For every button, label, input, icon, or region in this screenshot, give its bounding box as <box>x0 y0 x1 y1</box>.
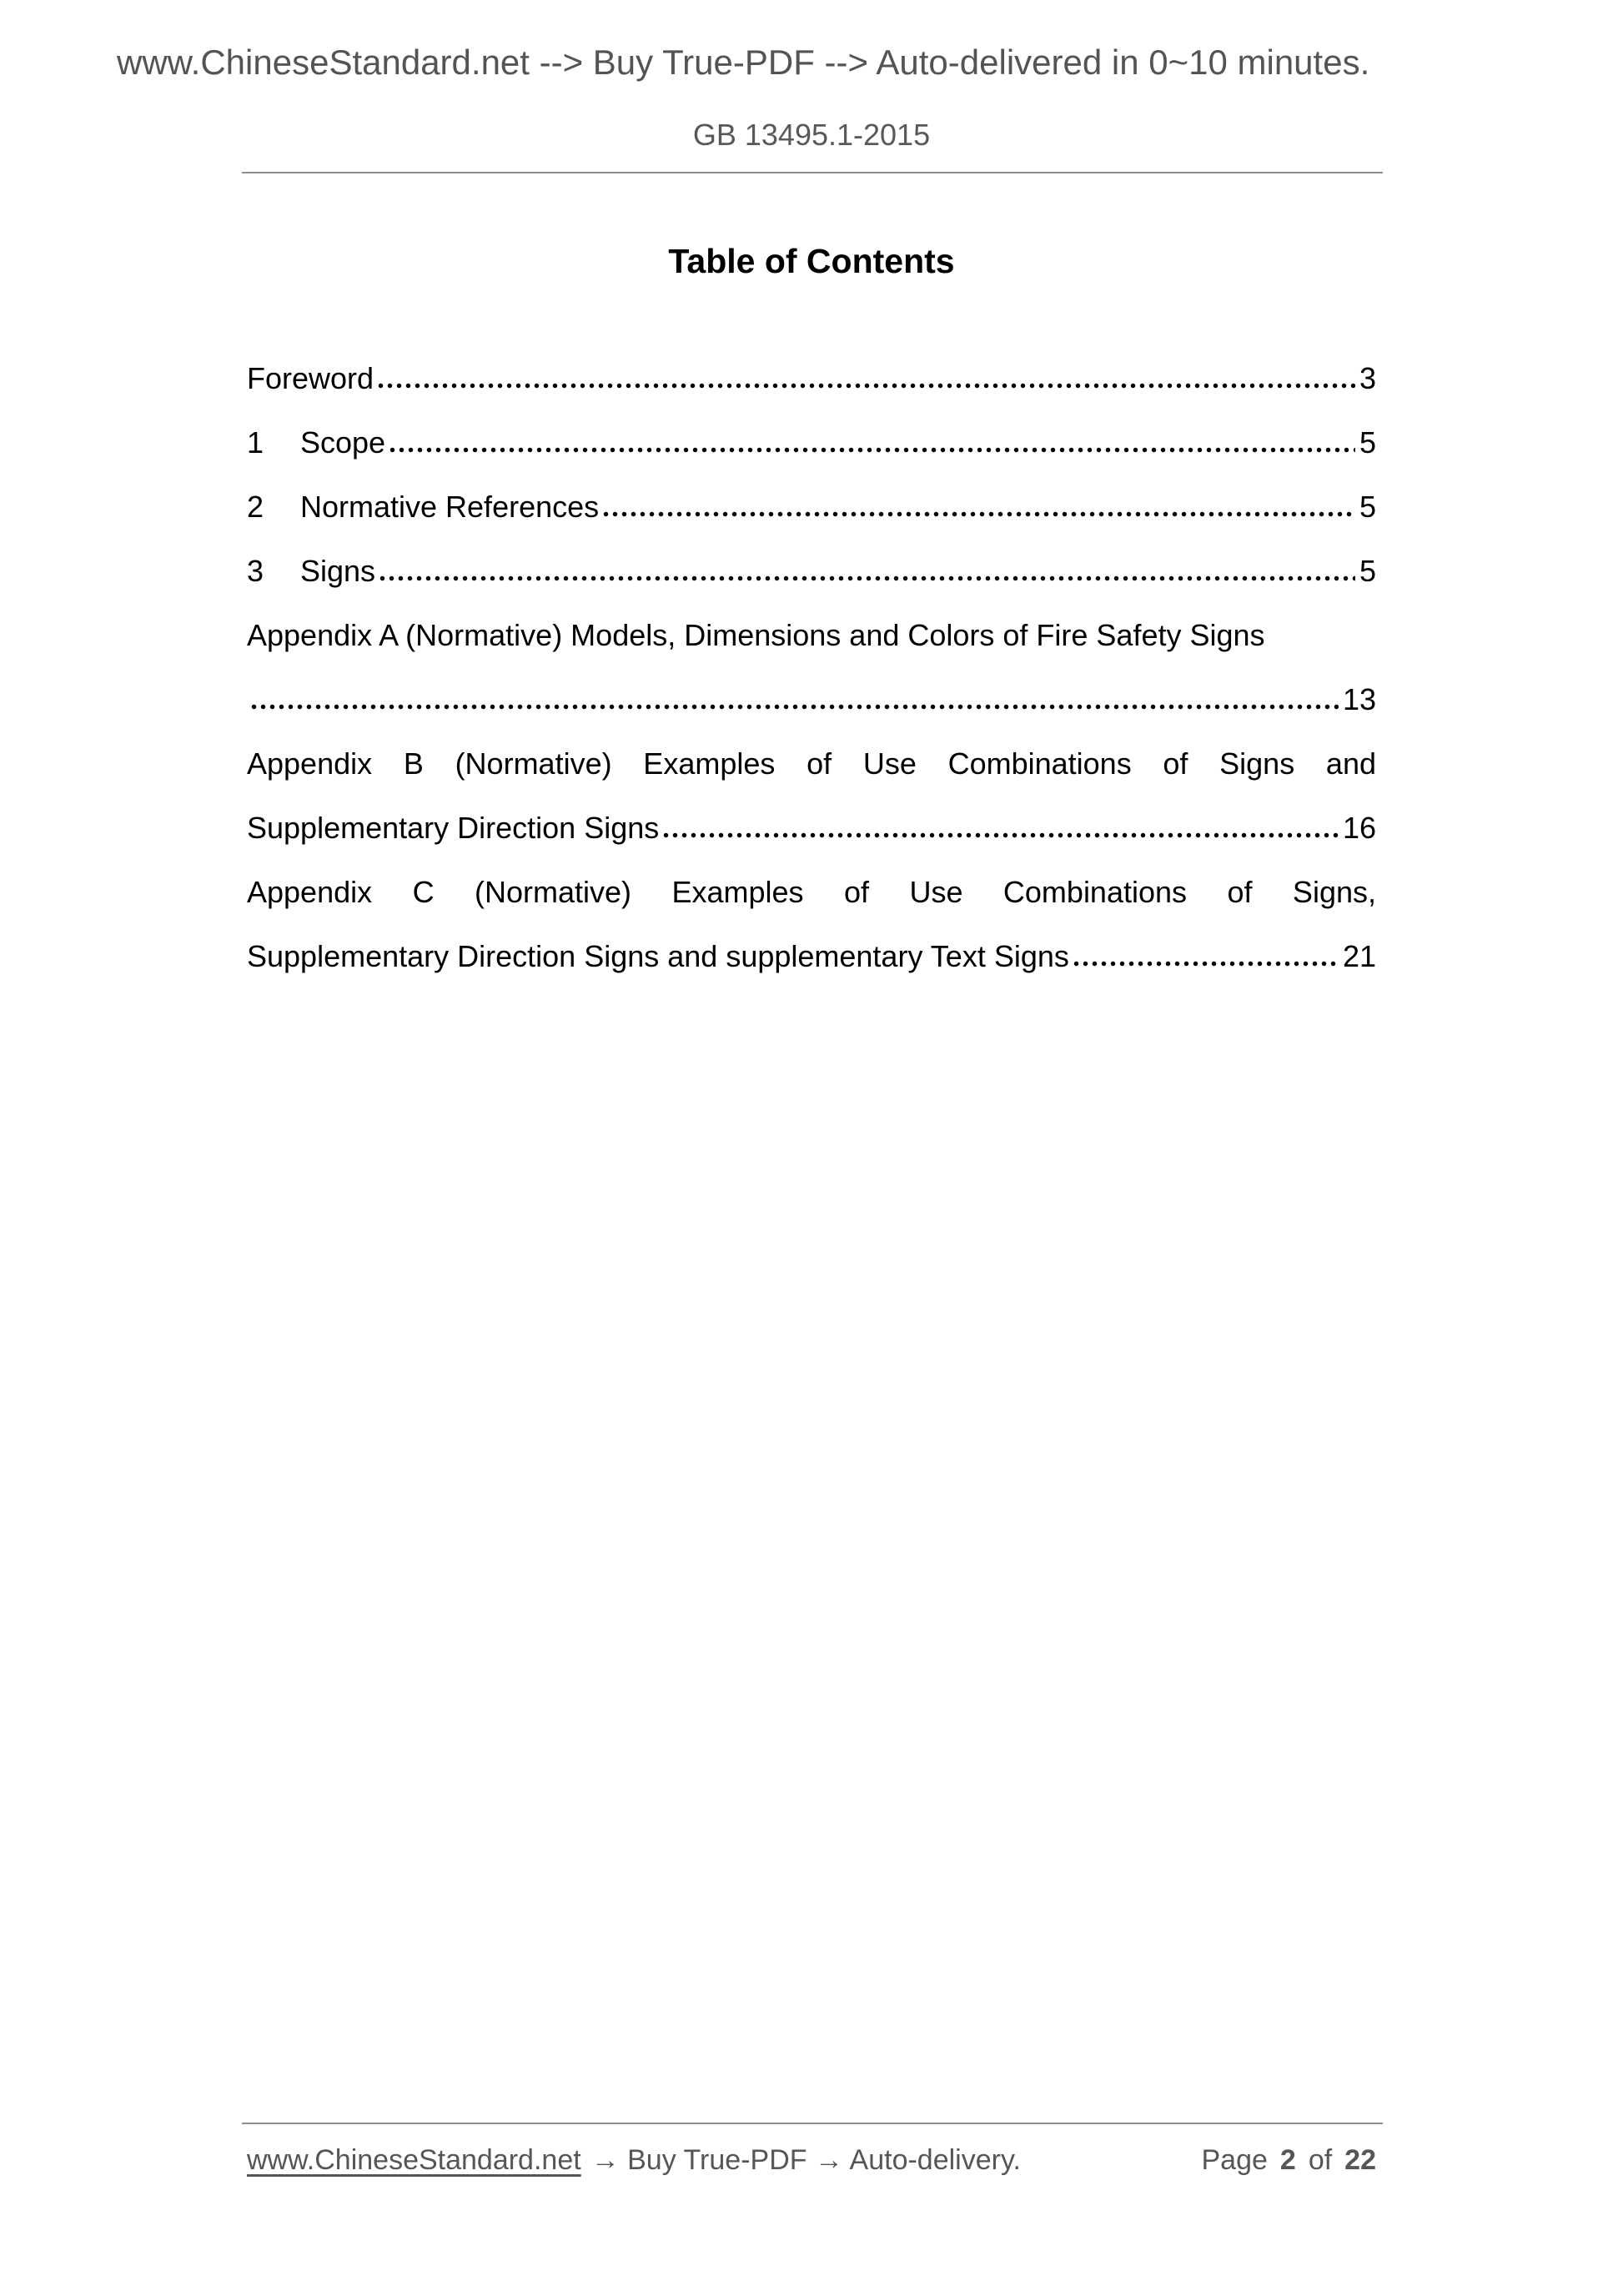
toc-entry-appendix-c-continuation <box>247 924 1376 988</box>
toc-entry-scope <box>247 410 1376 475</box>
dot-leader <box>251 704 1339 710</box>
of-label: of <box>1308 2144 1333 2176</box>
toc-page-number: 3 <box>1359 361 1376 395</box>
document-code: GB 13495.1-2015 <box>692 118 931 152</box>
toc-entry-number: 3 <box>247 554 264 588</box>
header-banner: www.ChineseStandard.net --> Buy True-PDF --> Auto-delivered in 0~10 minutes. <box>117 43 1370 82</box>
page-label: Page <box>1201 2144 1268 2176</box>
footer <box>247 2143 1376 2178</box>
page-indicator <box>1201 2143 1376 2178</box>
dot-leader <box>663 832 1339 838</box>
toc-entry-number: 1 <box>247 425 264 460</box>
toc-entry-label: Foreword <box>247 361 374 395</box>
toc-page-number: 5 <box>1359 554 1376 588</box>
toc-page-number: 5 <box>1359 490 1376 524</box>
footer-tagline: → Buy True-PDF → Auto-delivery. <box>590 2144 1021 2176</box>
toc-entry-label: Supplementary Direction Signs <box>247 811 660 845</box>
total-pages-number: 22 <box>1344 2144 1376 2176</box>
toc-entry-number: 2 <box>247 490 264 524</box>
toc-entry-appendix-c-text <box>247 860 1376 924</box>
toc-entry-label: Normative References <box>300 490 600 524</box>
toc-entry-label: Appendix C (Normative) Examples of Use Combinations of Signs, <box>247 875 1376 909</box>
toc-page-number: 13 <box>1342 682 1376 716</box>
page-title: Table of Contents <box>668 242 955 280</box>
toc-page-number: 21 <box>1342 939 1376 973</box>
toc-page-number: 16 <box>1342 811 1376 845</box>
toc-entry-foreword <box>247 346 1376 410</box>
toc-entry-signs <box>247 539 1376 603</box>
toc-entry-appendix-b-text <box>247 731 1376 796</box>
toc-entry-normative-references <box>247 475 1376 539</box>
toc-entry-label: Scope <box>300 425 386 460</box>
footer-left <box>247 2143 1021 2178</box>
toc-page-number: 5 <box>1359 425 1376 460</box>
toc-entry-label: Appendix B (Normative) Examples of Use Combinations of Signs and <box>247 746 1376 781</box>
toc-entry-label: Appendix A (Normative) Models, Dimensions and Colors of Fire Safety Signs <box>247 618 1265 652</box>
toc-entry-label: Supplementary Direction Signs and supplementary Text Signs <box>247 939 1069 973</box>
footer-website-link[interactable]: www.ChineseStandard.net <box>247 2144 581 2176</box>
current-page-number: 2 <box>1279 2144 1296 2176</box>
toc-entry-label: Signs <box>300 554 376 588</box>
dot-leader <box>379 575 1355 581</box>
toc-entry-appendix-a-text <box>247 603 1376 667</box>
dot-leader <box>378 383 1355 389</box>
toc-entry-appendix-b-continuation <box>247 796 1376 860</box>
dot-leader <box>603 511 1355 517</box>
footer-divider <box>242 2123 1383 2124</box>
header-divider <box>242 172 1383 173</box>
toc-entry-appendix-a-page <box>247 667 1376 731</box>
dot-leader <box>1073 961 1339 967</box>
dot-leader <box>389 447 1355 453</box>
table-of-contents <box>247 346 1376 988</box>
